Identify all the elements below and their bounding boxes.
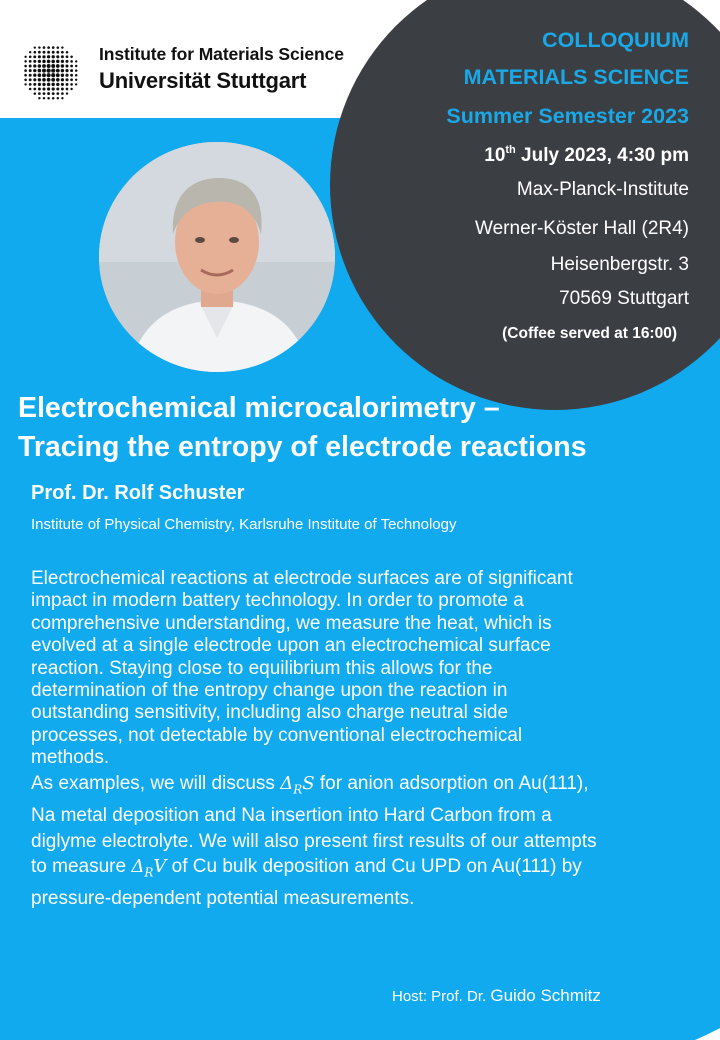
math-delta: Δ xyxy=(131,856,145,878)
institute-name: Institute for Materials Science xyxy=(99,44,344,64)
semester: Summer Semester 2023 xyxy=(446,104,689,128)
abstract-line: comprehensive understanding, we measure the heat, which is xyxy=(31,612,552,634)
math-delta-r-v xyxy=(131,856,167,881)
abstract-text: for anion adsorption on Au(111), xyxy=(314,773,589,795)
stuttgart-dot-logo-icon xyxy=(20,42,80,102)
series-title-line-2: MATERIALS SCIENCE xyxy=(463,65,689,89)
abstract-line: Na metal deposition and Na insertion into Hard Carbon from a xyxy=(31,804,552,826)
coffee-note: (Coffee served at 16:00) xyxy=(502,325,677,342)
abstract-line: impact in modern battery technology. In order to promote a xyxy=(31,590,524,612)
abstract-line: pressure-dependent potential measurements. xyxy=(31,887,415,909)
venue-line-4: 70569 Stuttgart xyxy=(559,288,689,309)
abstract-line: processes, not detectable by conventional electrochemical xyxy=(31,724,523,746)
talk-title-line-2: Tracing the entropy of electrode reactions xyxy=(18,431,587,463)
math-subscript: R xyxy=(144,866,154,881)
date-day: 10 xyxy=(484,145,506,166)
event-date xyxy=(484,145,689,167)
math-delta: Δ xyxy=(280,773,294,795)
speaker-name: Prof. Dr. Rolf Schuster xyxy=(31,482,245,504)
series-title-line-1: COLLOQUIUM xyxy=(542,28,689,52)
abstract-line xyxy=(31,856,716,884)
speaker-portrait-image xyxy=(99,142,335,372)
abstract-line: diglyme electrolyte. We will also present first results of our attempts xyxy=(31,830,597,852)
talk-title-line-1: Electrochemical microcalorimetry – xyxy=(18,392,500,424)
math-delta-r-s xyxy=(280,773,315,797)
math-subscript: R xyxy=(293,782,303,797)
abstract-line: Electrochemical reactions at electrode surfaces are of significant xyxy=(31,568,573,589)
speaker-affiliation: Institute of Physical Chemistry, Karlsruhe Institute of Technology xyxy=(31,516,457,533)
university-logo xyxy=(20,42,80,102)
abstract-line xyxy=(31,773,716,801)
abstract-text: As examples, we will discuss xyxy=(31,773,281,795)
venue-line-2: Werner-Köster Hall (2R4) xyxy=(475,218,689,239)
abstract-text: of Cu bulk deposition and Cu UPD on Au(111) by xyxy=(166,856,582,878)
abstract-line: reaction. Staying close to equilibrium this allows for the xyxy=(31,657,493,679)
host-name: Guido Schmitz xyxy=(490,986,601,1005)
abstract xyxy=(31,568,716,910)
math-variable: S xyxy=(302,773,315,795)
speaker-photo xyxy=(99,142,335,372)
math-variable: V xyxy=(153,856,167,878)
date-rest: July 2023, 4:30 pm xyxy=(515,145,689,166)
abstract-text: to measure xyxy=(31,856,132,878)
abstract-line: methods. xyxy=(31,747,110,769)
abstract-line: evolved at a single electrode upon an electrochemical surface xyxy=(31,635,551,657)
university-name: Universität Stuttgart xyxy=(99,68,307,93)
date-suffix: th xyxy=(505,144,516,156)
host xyxy=(392,986,601,1006)
venue-line-1: Max-Planck-Institute xyxy=(516,179,689,200)
host-label: Host: Prof. Dr. xyxy=(392,988,491,1005)
venue-line-3: Heisenbergstr. 3 xyxy=(550,254,689,275)
abstract-line: determination of the entropy change upon the reaction in xyxy=(31,680,508,702)
abstract-line: outstanding sensitivity, including also charge neutral side xyxy=(31,702,509,724)
